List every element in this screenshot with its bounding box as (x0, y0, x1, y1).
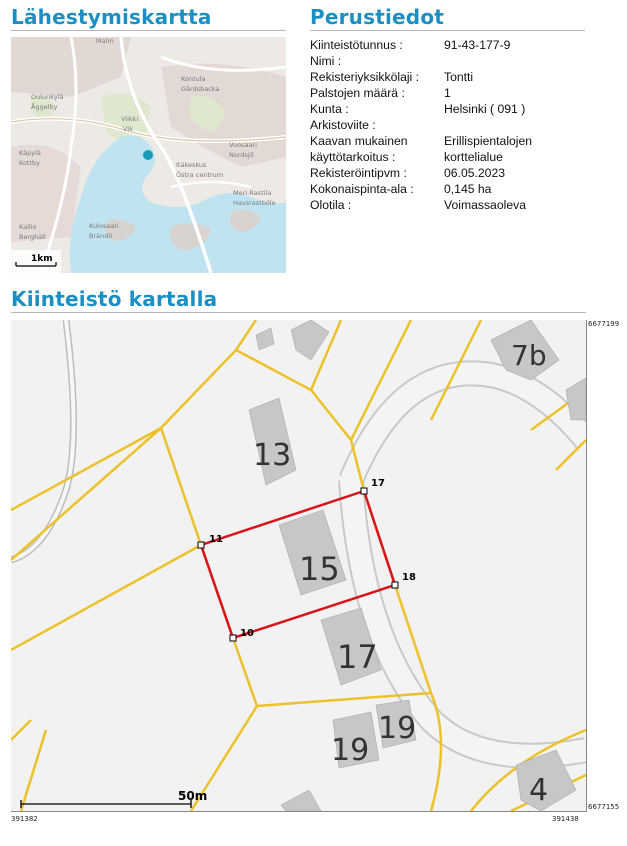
info-label: Rekisteröintipvm : (310, 166, 407, 180)
info-value: Voimassaoleva (444, 198, 526, 212)
building-number: 19 (331, 733, 370, 768)
info-value: Tontti (444, 70, 474, 84)
boundary-point-label: 11 (209, 534, 223, 545)
place-label: Kulosaari (89, 222, 119, 230)
building-number: 19 (378, 711, 417, 746)
location-map-graphic (11, 37, 286, 273)
info-label: Kokonaispinta-ala : (310, 182, 414, 196)
location-map-title: Lähestymiskartta (11, 5, 212, 29)
building-number: 7b (511, 339, 547, 372)
basic-info-title: Perustiedot (310, 5, 445, 29)
info-value: 06.05.2023 (444, 166, 505, 180)
place-label: Åggelby (31, 103, 58, 111)
info-label: Rekisteriyksikkölaji : (310, 70, 420, 84)
place-label: Vuosaari (229, 141, 257, 149)
place-label: Brändö (89, 232, 113, 240)
location-marker-icon (143, 150, 153, 160)
place-label: Kottby (19, 159, 40, 167)
location-map[interactable] (11, 37, 286, 273)
place-label: Käpylä (19, 149, 41, 157)
info-label: Olotila : (310, 198, 352, 212)
place-label: Viikki (121, 115, 139, 123)
info-label: Arkistoviite : (310, 118, 376, 132)
place-label: Oulunkylä (31, 93, 64, 101)
boundary-point-label: 17 (371, 478, 385, 489)
coord-bottom-right-x: 391438 (552, 815, 579, 823)
property-map-graphic (11, 320, 586, 811)
building-number: 4 (529, 773, 549, 808)
place-label: Vik (123, 125, 133, 133)
building-number: 17 (337, 638, 378, 676)
coord-top-right: 6677199 (588, 320, 620, 328)
place-label: Gårdsbacka (181, 85, 220, 93)
location-map-title-rule (11, 30, 286, 31)
info-label: käyttötarkoitus : (310, 150, 396, 164)
place-label: Kallio (19, 223, 37, 231)
place-label: Itäkeskus (176, 161, 207, 169)
property-map[interactable] (11, 320, 586, 811)
boundary-point-label: 10 (240, 628, 254, 639)
basic-info-title-rule (310, 30, 585, 31)
info-value: 91-43-177-9 (444, 38, 511, 52)
info-label: Kiinteistötunnus : (310, 38, 403, 52)
place-label: Berghäll (19, 233, 46, 241)
place-label: Meri-Rastila (233, 189, 272, 197)
location-scale-label: 1km (31, 254, 53, 264)
info-value: Erillispientalojen (444, 134, 533, 148)
coord-bottom-right: 6677155 (588, 803, 620, 811)
info-value: 0,145 ha (444, 182, 492, 196)
info-label: Kaavan mukainen (310, 134, 408, 148)
property-scale-label: 50m (178, 789, 208, 803)
coord-bottom-left: 391382 (11, 815, 38, 823)
place-label: Havsrastböle (233, 199, 276, 207)
property-map-right-rule (586, 320, 587, 812)
property-map-title: Kiinteistö kartalla (11, 287, 218, 311)
info-value: 1 (444, 86, 451, 100)
place-label: Malm (96, 37, 114, 45)
info-value: korttelialue (444, 150, 503, 164)
info-label: Kunta : (310, 102, 349, 116)
place-label: Kontula (181, 75, 206, 83)
info-label: Palstojen määrä : (310, 86, 405, 100)
place-label: Nordsjö (229, 151, 254, 159)
place-label: Östra centrum (176, 171, 224, 179)
info-label: Nimi : (310, 54, 342, 68)
info-value: Helsinki ( 091 ) (444, 102, 526, 116)
building-number: 15 (299, 550, 340, 588)
property-map-title-rule (11, 312, 586, 313)
building-number: 13 (253, 438, 292, 473)
property-map-bottom-rule (11, 811, 586, 812)
boundary-point-label: 18 (402, 572, 416, 583)
